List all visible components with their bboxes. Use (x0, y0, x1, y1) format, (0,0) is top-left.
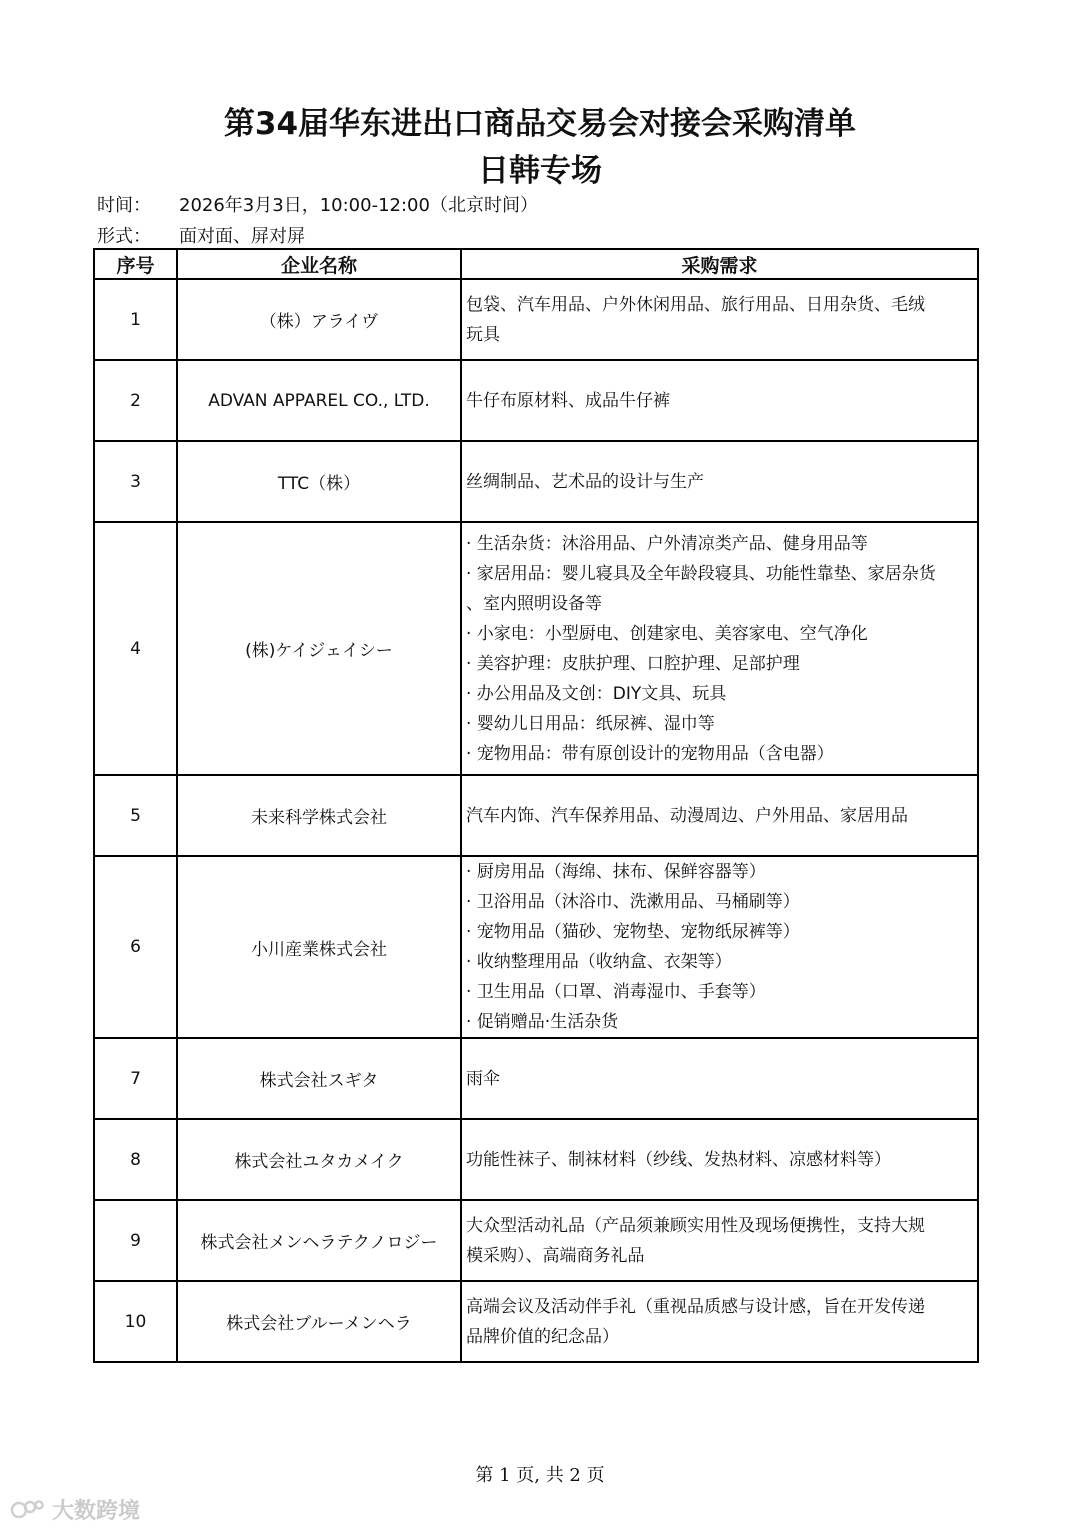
requirements-cell (461, 360, 978, 441)
page-footer: 第 1 页, 共 2 页 (475, 1465, 605, 1486)
form-label: 形式： (97, 226, 151, 247)
table-row (94, 856, 978, 1038)
requirements-cell (461, 775, 978, 856)
form-value: 面对面、屏对屏 (179, 226, 305, 247)
row-number: 4 (94, 522, 177, 775)
requirement-line: 大众型活动礼品（产品须兼顾实用性及现场便携性，支持大规 (466, 1215, 925, 1236)
watermark (10, 1494, 140, 1525)
company-name: TTC（株） (177, 441, 461, 522)
requirement-line: · 宠物用品（猫砂、宠物垫、宠物纸尿裤等） (466, 922, 800, 942)
table-row (94, 360, 978, 441)
requirement-line: · 生活杂货：沐浴用品、户外清凉类产品、健身用品等 (466, 533, 868, 554)
header-no: 序号 (94, 249, 177, 279)
requirement-line: 雨伞 (466, 1068, 500, 1089)
requirement-line: 牛仔布原材料、成品牛仔裤 (466, 390, 670, 411)
header-requirements: 采购需求 (461, 249, 978, 279)
page-title: 第34届华东进出口商品交易会对接会采购清单 (223, 106, 857, 142)
requirement-line: 高端会议及活动伴手礼（重视品质感与设计感，旨在开发传递 (466, 1296, 925, 1317)
page-subtitle: 日韩专场 (478, 153, 602, 189)
table-row (94, 1119, 978, 1200)
table-row (94, 522, 978, 775)
requirements-cell (461, 1200, 978, 1281)
company-name: 株式会社ブルーメンヘラ (177, 1281, 461, 1362)
requirements-cell (461, 522, 978, 775)
requirement-line: · 厨房用品（海绵、抹布、保鲜容器等） (466, 862, 766, 882)
requirement-line: 功能性袜子、制袜材料（纱线、发热材料、凉感材料等） (466, 1149, 891, 1170)
requirement-line: · 促销赠品·生活杂货 (466, 1012, 619, 1032)
requirements-cell (461, 856, 978, 1038)
row-number: 9 (94, 1200, 177, 1281)
company-name: 株式会社スギタ (177, 1038, 461, 1119)
form-row (97, 222, 305, 248)
requirement-line: · 家居用品：婴儿寝具及全年龄段寝具、功能性靠垫、家居杂货 (466, 563, 936, 584)
requirement-line: · 美容护理：皮肤护理、口腔护理、足部护理 (466, 653, 800, 674)
table-row (94, 441, 978, 522)
row-number: 2 (94, 360, 177, 441)
requirement-line: 包袋、汽车用品、户外休闲用品、旅行用品、日用杂货、毛绒 (466, 294, 925, 315)
time-value: 2026年3月3日，10:00-12:00（北京时间） (179, 195, 538, 216)
requirement-line: 、室内照明设备等 (466, 593, 602, 614)
requirement-line: 玩具 (466, 324, 500, 345)
requirement-line: 品牌价值的纪念品） (466, 1326, 619, 1347)
company-name: (株)ケイジェイシー (177, 522, 461, 775)
row-number: 10 (94, 1281, 177, 1362)
row-number: 8 (94, 1119, 177, 1200)
requirements-cell (461, 1281, 978, 1362)
watermark-logo-icon (10, 1498, 46, 1522)
requirements-cell (461, 441, 978, 522)
time-row (97, 191, 538, 217)
header-company: 企业名称 (177, 249, 461, 279)
table-row (94, 279, 978, 360)
requirements-cell (461, 279, 978, 360)
table-header-row (94, 249, 978, 279)
company-name: （株）アライヴ (177, 279, 461, 360)
requirement-line: · 卫浴用品（沐浴巾、洗漱用品、马桶刷等） (466, 892, 800, 912)
watermark-text: 大数跨境 (52, 1499, 141, 1524)
table-row (94, 775, 978, 856)
requirement-line: 汽车内饰、汽车保养用品、动漫周边、户外用品、家居用品 (466, 805, 908, 826)
table-row (94, 1281, 978, 1362)
company-name: 株式会社メンヘラテクノロジー (177, 1200, 461, 1281)
procurement-table (93, 248, 979, 1363)
row-number: 1 (94, 279, 177, 360)
requirements-cell (461, 1038, 978, 1119)
table-row (94, 1200, 978, 1281)
row-number: 7 (94, 1038, 177, 1119)
company-name: ADVAN APPAREL CO., LTD. (177, 360, 461, 441)
time-label: 时间： (97, 195, 151, 216)
row-number: 6 (94, 856, 177, 1038)
row-number: 5 (94, 775, 177, 856)
requirement-line: · 小家电：小型厨电、创建家电、美容家电、空气净化 (466, 623, 868, 644)
requirement-line: · 办公用品及文创：DIY文具、玩具 (466, 683, 727, 704)
requirement-line: · 婴幼儿日用品：纸尿裤、湿巾等 (466, 713, 715, 734)
requirement-line: 丝绸制品、艺术品的设计与生产 (466, 471, 704, 492)
requirement-line: · 卫生用品（口罩、消毒湿巾、手套等） (466, 982, 766, 1002)
requirement-line: · 宠物用品：带有原创设计的宠物用品（含电器） (466, 743, 834, 764)
row-number: 3 (94, 441, 177, 522)
requirements-cell (461, 1119, 978, 1200)
company-name: 株式会社ユタカメイク (177, 1119, 461, 1200)
company-name: 未来科学株式会社 (177, 775, 461, 856)
requirement-line: · 收纳整理用品（收纳盒、衣架等） (466, 952, 732, 972)
requirement-line: 模采购）、高端商务礼品 (466, 1245, 645, 1266)
table-row (94, 1038, 978, 1119)
company-name: 小川産業株式会社 (177, 856, 461, 1038)
